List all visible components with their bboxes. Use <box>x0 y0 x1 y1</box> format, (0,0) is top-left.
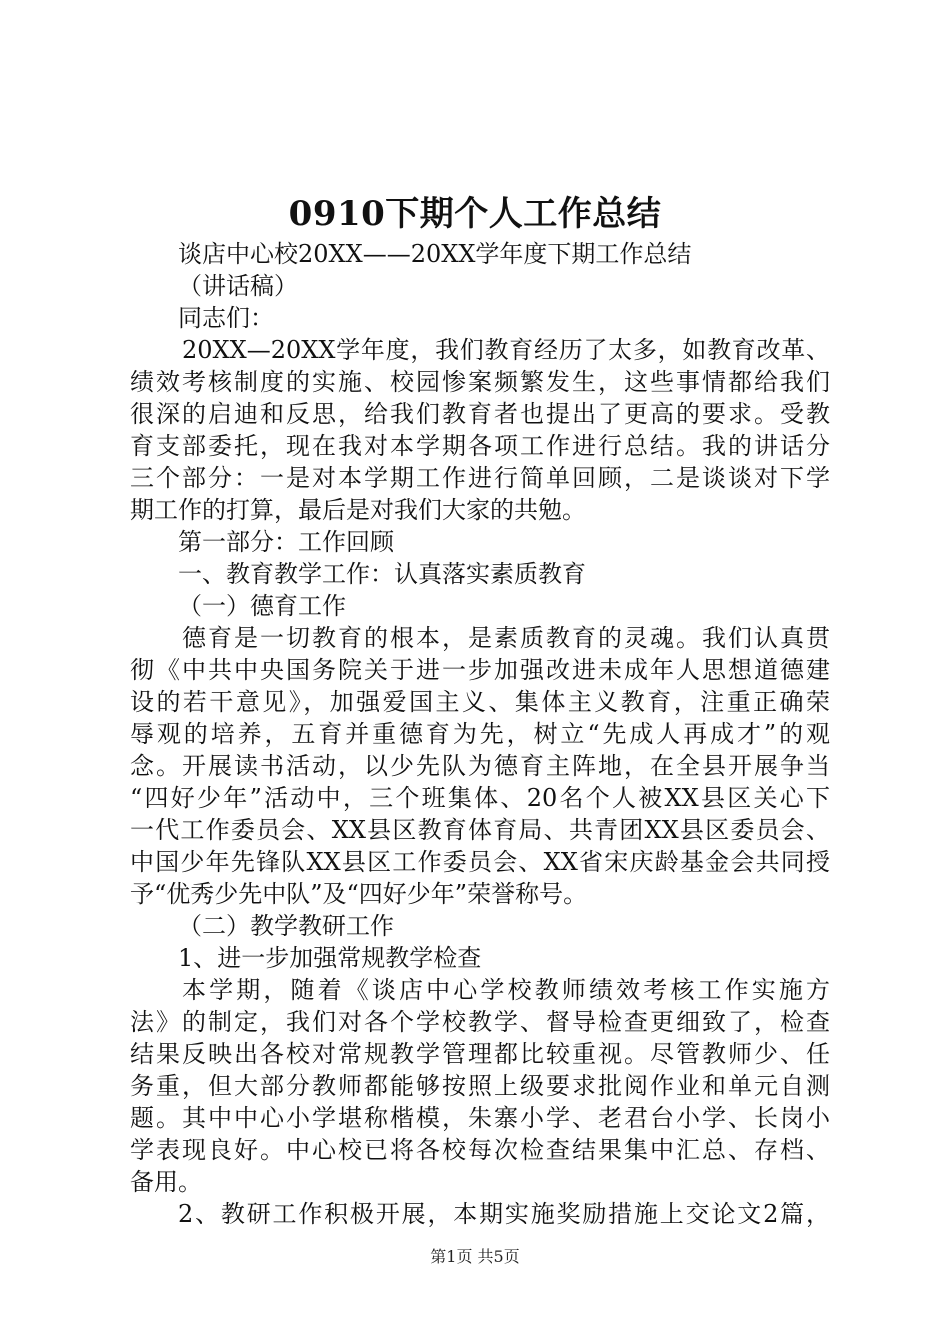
subtitle-line: 谈店中心校20XX——20XX学年度下期工作总结 <box>178 240 692 268</box>
paragraph-line: 中国少年先锋队XX县区工作委员会、XX省宋庆龄基金会共同授 <box>130 848 830 876</box>
paragraph-line: 绩效考核制度的实施、校园惨案频繁发生，这些事情都给我们 <box>130 368 830 396</box>
paragraph-line: 2、教研工作积极开展，本期实施奖励措施上交论文2篇， <box>178 1200 830 1228</box>
paragraph-line: 本学期，随着《谈店中心学校教师绩效考核工作实施方 <box>182 976 830 1004</box>
paragraph-line: 备用。 <box>130 1168 202 1196</box>
paragraph-line: 予“优秀少先中队”及“四好少年”荣誉称号。 <box>130 880 588 908</box>
paragraph-line: 法》的制定，我们对各个学校教学、督导检查更细致了，检查 <box>130 1008 830 1036</box>
salutation: 同志们： <box>178 304 274 332</box>
paragraph-line: 辱观的培养，五育并重德育为先，树立“先成人再成才”的观 <box>130 720 830 748</box>
paragraph-line: 结果反映出各校对常规教学管理都比较重视。尽管教师少、任 <box>130 1040 830 1068</box>
paragraph-line: 很深的启迪和反思，给我们教育者也提出了更高的要求。受教 <box>130 400 830 428</box>
subsection-heading: （二）教学教研工作 <box>178 912 394 940</box>
section-heading: 一、教育教学工作：认真落实素质教育 <box>178 560 586 588</box>
paragraph-line: 期工作的打算，最后是对我们大家的共勉。 <box>130 496 586 524</box>
document-title: 0910下期个人工作总结 <box>288 194 662 234</box>
paragraph-line: “四好少年”活动中，三个班集体、20名个人被XX县区关心下 <box>130 784 830 812</box>
item-heading: 1、进一步加强常规教学检查 <box>178 944 482 972</box>
speech-note: （讲话稿） <box>178 272 298 300</box>
paragraph-line: 德育是一切教育的根本，是素质教育的灵魂。我们认真贯 <box>182 624 830 652</box>
section-heading: 第一部分：工作回顾 <box>178 528 394 556</box>
paragraph-line: 三个部分：一是对本学期工作进行简单回顾，二是谈谈对下学 <box>130 464 830 492</box>
paragraph-line: 彻《中共中央国务院关于进一步加强改进未成年人思想道德建 <box>130 656 830 684</box>
paragraph-line: 育支部委托，现在我对本学期各项工作进行总结。我的讲话分 <box>130 432 830 460</box>
paragraph-line: 题。其中中心小学堪称楷模，朱寨小学、老君台小学、长岗小 <box>130 1104 830 1132</box>
paragraph-line: 20XX—20XX学年度，我们教育经历了太多，如教育改革、 <box>182 336 830 364</box>
paragraph-line: 设的若干意见》，加强爱国主义、集体主义教育，注重正确荣 <box>130 688 830 716</box>
paragraph-line: 一代工作委员会、XX县区教育体育局、共青团XX县区委员会、 <box>130 816 830 844</box>
paragraph-line: 学表现良好。中心校已将各校每次检查结果集中汇总、存档、 <box>130 1136 830 1164</box>
document-body <box>130 238 830 1230</box>
paragraph-line: 务重，但大部分教师都能够按照上级要求批阅作业和单元自测 <box>130 1072 830 1100</box>
subsection-heading: （一）德育工作 <box>178 592 346 620</box>
paragraph-line: 念。开展读书活动，以少先队为德育主阵地，在全县开展争当 <box>130 752 830 780</box>
page-footer: 第1页 共5页 <box>430 1247 520 1266</box>
